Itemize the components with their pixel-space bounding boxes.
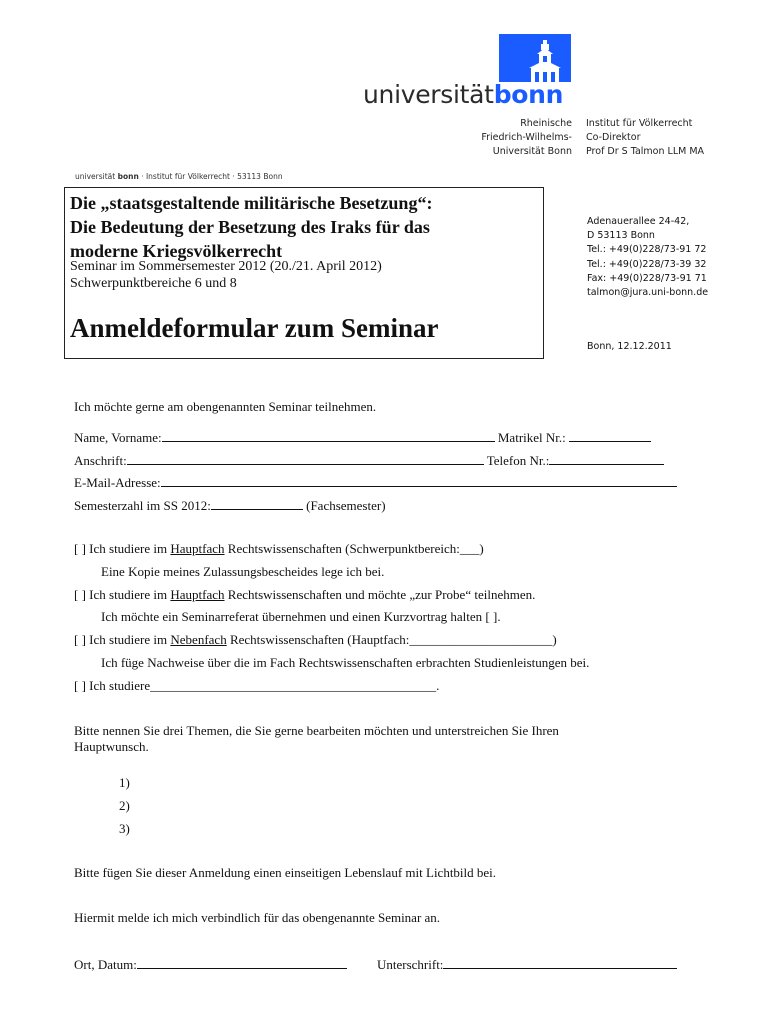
signature-label: Unterschrift: bbox=[377, 957, 444, 972]
topic-item[interactable]: 1) bbox=[119, 775, 130, 790]
building-icon bbox=[499, 34, 571, 82]
option-probe[interactable]: [ ] Ich studiere im Hauptfach Rechtswissenschaften und möchte „zur Probe“ teilnehmen. bbox=[74, 587, 536, 602]
email-label: E-Mail-Adresse: bbox=[74, 475, 161, 490]
intro-text: Ich möchte gerne am obengenannten Seminar teilnehmen. bbox=[74, 399, 377, 414]
contact-block: Adenauerallee 24-42, D 53113 Bonn Tel.: +49(0)228/73-91 72 Tel.: +49(0)228/73-39 32 Fax: +49(0)228/73-91 71 talmon@jura.uni-bonn.de bbox=[587, 215, 708, 300]
name-field[interactable] bbox=[162, 429, 495, 442]
email-address: talmon@jura.uni-bonn.de bbox=[587, 287, 709, 299]
form-heading: Anmeldeformular zum Seminar bbox=[70, 313, 439, 343]
letter-date: Bonn, 12.12.2011 bbox=[587, 341, 672, 352]
binding-note: Hiermit melde ich mich verbindlich für das obengenannte Seminar an. bbox=[74, 910, 441, 925]
email-row bbox=[74, 474, 677, 491]
university-logo-text: universitätbonn bbox=[363, 80, 564, 109]
semester-label: Semesterzahl im SS 2012: bbox=[74, 498, 211, 513]
institute-line: Co-Direktor bbox=[586, 132, 641, 143]
seminar-title: Die „staatsgestaltende militärische Besetzung“: Die Bedeutung der Besetzung des Iraks für das moderne Kriegsvölkerrecht bbox=[70, 193, 433, 261]
university-logo-mark bbox=[499, 34, 571, 82]
option-hauptfach[interactable]: [ ] Ich studiere im Hauptfach Rechtswissenschaften (Schwerpunktbereich:___) bbox=[74, 541, 484, 556]
name-label: Name, Vorname: bbox=[74, 430, 162, 445]
option-nebenfach[interactable]: [ ] Ich studiere im Nebenfach Rechtswissenschaften (Hauptfach:______________________) bbox=[74, 632, 557, 647]
university-name bbox=[430, 117, 572, 159]
topic-item[interactable]: 2) bbox=[119, 798, 130, 813]
university-line: Rheinische bbox=[520, 118, 572, 129]
institute-line: Prof Dr S Talmon LLM MA bbox=[586, 146, 705, 157]
signature-field[interactable] bbox=[443, 956, 677, 969]
institute-line: Institut für Völkerrecht bbox=[586, 118, 693, 129]
seminar-subtitle: Seminar im Sommersemester 2012 (20./21. April 2012) Schwerpunktbereiche 6 und 8 bbox=[70, 259, 382, 291]
semester-field[interactable] bbox=[211, 497, 303, 510]
place-date-field[interactable] bbox=[137, 956, 347, 969]
option-probe-note: Ich möchte ein Seminarreferat übernehmen und einen Kurzvortrag halten [ ]. bbox=[101, 609, 501, 624]
name-row bbox=[74, 429, 651, 446]
signature-row bbox=[377, 956, 677, 973]
option-hauptfach-note: Eine Kopie meines Zulassungsbescheides lege ich bei. bbox=[101, 564, 385, 579]
sender-line: universität bonn · Institut für Völkerrecht · 53113 Bonn bbox=[75, 172, 283, 181]
semester-row bbox=[74, 497, 386, 514]
institute-info bbox=[586, 117, 704, 159]
university-line: Universität Bonn bbox=[492, 146, 572, 157]
matrikel-field[interactable] bbox=[569, 429, 651, 442]
matrikel-label: Matrikel Nr.: bbox=[497, 430, 566, 445]
option-other[interactable]: [ ] Ich studiere____________________________________________. bbox=[74, 678, 440, 693]
phone-field[interactable] bbox=[549, 452, 664, 465]
email-field[interactable] bbox=[161, 474, 677, 487]
phone-label: Telefon Nr.: bbox=[486, 453, 550, 468]
semester-note: (Fachsemester) bbox=[306, 498, 386, 513]
topics-intro: Bitte nennen Sie drei Themen, die Sie gerne bearbeiten möchten und unterstreichen Sie Ihren Hauptwunsch. bbox=[74, 723, 559, 754]
topic-item[interactable]: 3) bbox=[119, 821, 130, 836]
university-line: Friedrich-Wilhelms- bbox=[481, 132, 572, 143]
address-label: Anschrift: bbox=[74, 453, 127, 468]
option-nebenfach-note: Ich füge Nachweise über die im Fach Rechtswissenschaften erbrachten Studienleistungen bei. bbox=[101, 655, 590, 670]
place-date-label: Ort, Datum: bbox=[74, 957, 137, 972]
address-row bbox=[74, 452, 664, 469]
address-field[interactable] bbox=[127, 452, 484, 465]
place-date-row bbox=[74, 956, 347, 973]
cv-note: Bitte fügen Sie dieser Anmeldung einen einseitigen Lebenslauf mit Lichtbild bei. bbox=[74, 865, 497, 880]
